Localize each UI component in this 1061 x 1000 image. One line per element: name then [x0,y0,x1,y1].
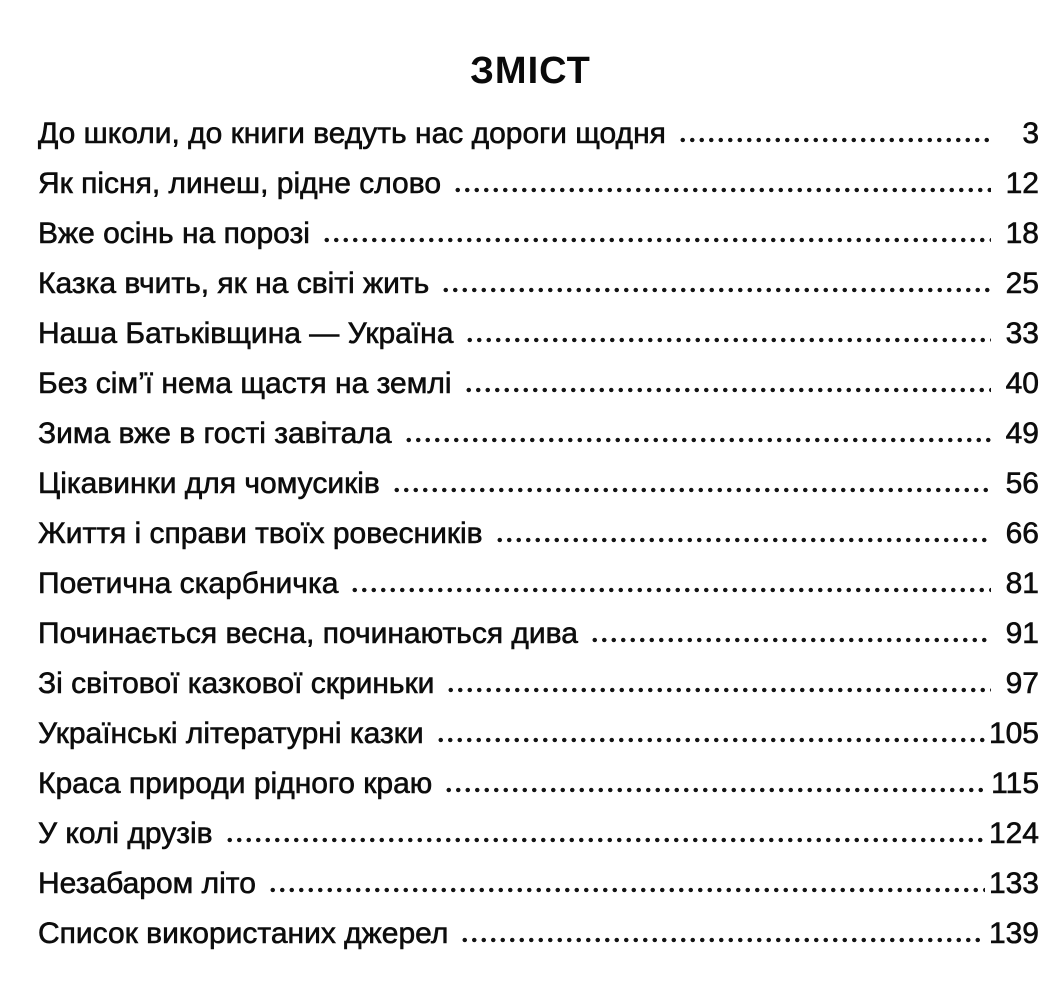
toc-entry-label: Починається весна, починаються дива [38,617,578,650]
toc-entry-page-number: 33 [1005,317,1039,350]
dot-leader [453,187,991,193]
toc-entry-page-number: 40 [1005,367,1039,400]
toc-entry-label: Життя і справи твоїх ровесників [38,517,483,550]
toc-entry-page-number: 18 [1005,217,1039,250]
toc-entry [38,859,1039,909]
toc-entry-label: Зима вже в гості завітала [38,417,392,450]
dot-leader [392,487,991,493]
dot-leader [404,437,991,443]
toc-entry-page-number: 91 [1005,617,1039,650]
toc-entry-page-number: 133 [988,867,1039,900]
dot-leader [441,287,991,293]
toc-entry [38,209,1039,259]
toc-entry-label: Українські літературні казки [38,717,424,750]
toc-entry-label: Краса природи рідного краю [38,767,433,800]
toc-entry [38,409,1039,459]
dot-leader [464,387,992,393]
toc-entry-page-number: 66 [1005,517,1039,550]
dot-leader [268,887,985,893]
toc-entry-label: Незабаром літо [38,867,256,900]
toc-entry-label: Список використаних джерел [38,917,449,950]
toc-entry-label: Без сім’ї нема щастя на землі [38,367,452,400]
dot-leader [436,737,985,743]
toc-entry-page-number: 105 [988,717,1039,750]
toc-entry [38,259,1039,309]
toc-entry-label: Поетична скарбничка [38,567,339,600]
toc-entry [38,459,1039,509]
toc-entry [38,609,1039,659]
dot-leader [495,537,991,543]
toc-entry-page-number: 97 [1005,667,1039,700]
toc-entry [38,509,1039,559]
toc-entry-page-number: 139 [988,917,1039,950]
dot-leader [225,837,985,843]
dot-leader [465,337,991,343]
dot-leader [444,787,987,793]
toc-entry-label: Казка вчить, як на світі жить [38,267,430,300]
toc-entry-label: До школи, до книги ведуть нас дороги щодня [38,117,666,150]
toc-entry [38,709,1039,759]
toc-entry [38,909,1039,959]
dot-leader [350,587,991,593]
toc-entry-page-number: 25 [1005,267,1039,300]
toc-entry [38,659,1039,709]
dot-leader [678,137,991,143]
toc-entry-label: Наша Батьківщина — Україна [38,317,454,350]
toc-entry-page-number: 3 [1022,117,1039,150]
page-title: ЗМІСТ [470,50,591,92]
toc-entry [38,159,1039,209]
toc-entry [38,559,1039,609]
toc-entry-label: У колі друзів [38,817,213,850]
toc-entry [38,109,1039,159]
toc-entry-page-number: 124 [988,817,1039,850]
toc-entry-page-number: 81 [1005,567,1039,600]
dot-leader [460,937,985,943]
toc-entry-page-number: 56 [1005,467,1039,500]
toc-entry-label: Цікавинки для чомусиків [38,467,380,500]
toc-entry-page-number: 12 [1005,167,1039,200]
toc-entry [38,809,1039,859]
toc-entry-label: Як пісня, линеш, рідне слово [38,167,442,200]
toc-entry-label: Вже осінь на порозі [38,217,310,250]
toc-entry-label: Зі світової казкової скриньки [38,667,435,700]
toc-entry [38,359,1039,409]
toc-entry-page-number: 49 [1005,417,1039,450]
toc-entry [38,759,1039,809]
dot-leader [322,237,991,243]
dot-leader [590,637,991,643]
toc-entry-page-number: 115 [991,767,1039,800]
toc-list [0,109,1061,959]
dot-leader [446,687,991,693]
toc-entry [38,309,1039,359]
